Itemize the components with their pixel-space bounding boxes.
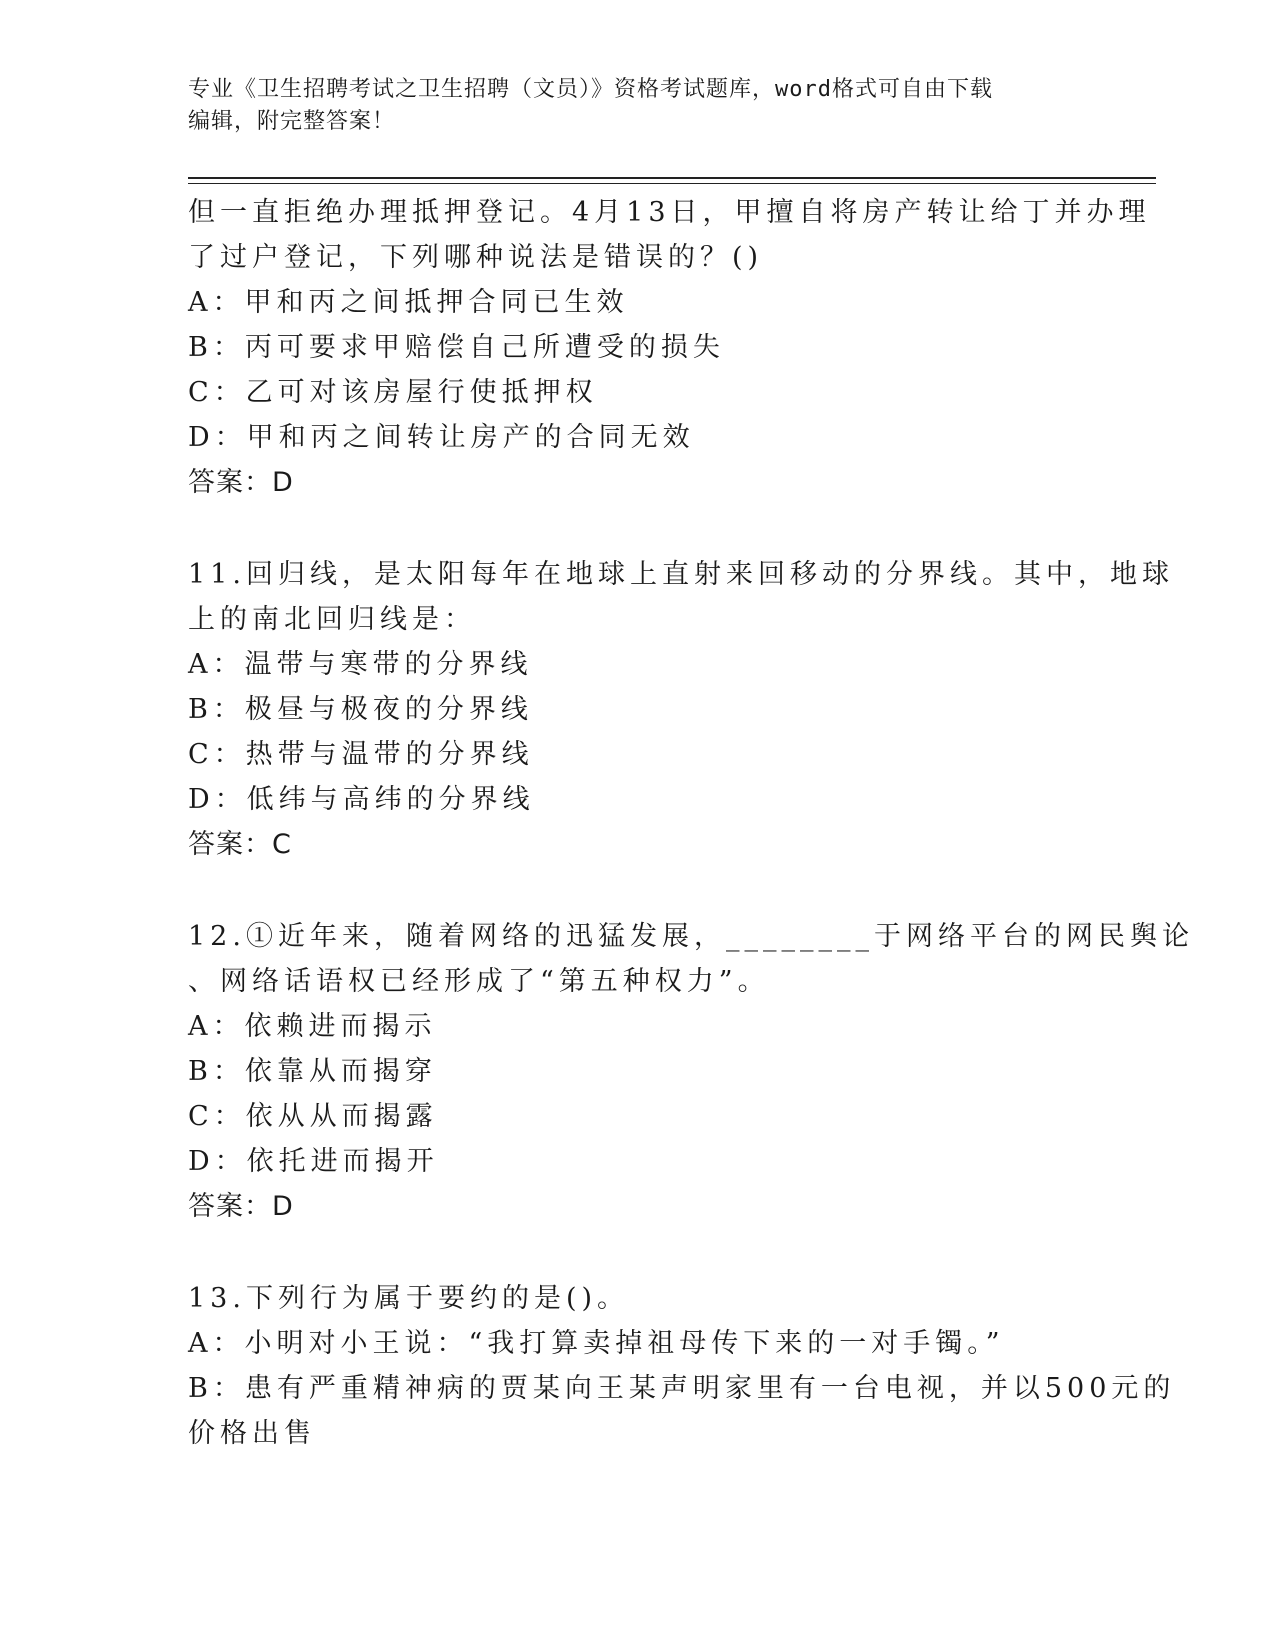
- option-d: D：甲和丙之间转让房产的合同无效: [188, 422, 695, 453]
- option-c: C：热带与温带的分界线: [188, 739, 534, 770]
- question-11: [188, 552, 1174, 867]
- option-d: D：依托进而揭开: [188, 1146, 439, 1177]
- question-10: [188, 190, 1151, 505]
- question-stem: 、网络话语权已经形成了“第五种权力”。: [188, 966, 770, 997]
- option-b: B：患有严重精神病的贾某向王某声明家里有一台电视，并以500元的: [188, 1373, 1176, 1404]
- question-stem: 上的南北回归线是：: [188, 604, 476, 635]
- question-stem: 但一直拒绝办理抵押登记。4月13日，甲擅自将房产转让给丁并办理: [188, 197, 1151, 228]
- option-c: C：依从从而揭露: [188, 1101, 438, 1132]
- header-line-1: 专业《卫生招聘考试之卫生招聘（文员）》资格考试题库，word格式可自由下载: [188, 77, 993, 102]
- option-b: B：丙可要求甲赔偿自己所遭受的损失: [188, 332, 725, 363]
- option-d: D：低纬与高纬的分界线: [188, 784, 535, 815]
- option-a: A：甲和丙之间抵押合同已生效: [188, 287, 629, 318]
- option-c: C：乙可对该房屋行使抵押权: [188, 377, 598, 408]
- page-header: [188, 74, 1088, 138]
- question-stem: 13.下列行为属于要约的是()。: [188, 1283, 630, 1314]
- answer: 答案：C: [188, 829, 292, 860]
- option-a: A：温带与寒带的分界线: [188, 649, 533, 680]
- question-stem: 12.①近年来，随着网络的迅猛发展，________于网络平台的网民舆论: [188, 921, 1194, 952]
- option-b-continued: 价格出售: [188, 1418, 316, 1449]
- option-b: B：极昼与极夜的分界线: [188, 694, 533, 725]
- header-divider-thin: [188, 183, 1156, 184]
- option-b: B：依靠从而揭穿: [188, 1056, 437, 1087]
- header-divider-thick: [188, 177, 1156, 179]
- question-stem: 11.回归线，是太阳每年在地球上直射来回移动的分界线。其中，地球: [188, 559, 1174, 590]
- question-stem: 了过户登记，下列哪种说法是错误的？(): [188, 242, 764, 273]
- option-a: A：依赖进而揭示: [188, 1011, 437, 1042]
- option-a: A：小明对小王说：“我打算卖掉祖母传下来的一对手镯。”: [188, 1328, 1005, 1359]
- question-12: [188, 914, 1194, 1229]
- header-line-2: 编辑，附完整答案！: [188, 109, 396, 134]
- answer: 答案：D: [188, 1191, 294, 1222]
- answer: 答案：D: [188, 467, 294, 498]
- question-13: [188, 1276, 1176, 1456]
- document-body: [188, 190, 1194, 1456]
